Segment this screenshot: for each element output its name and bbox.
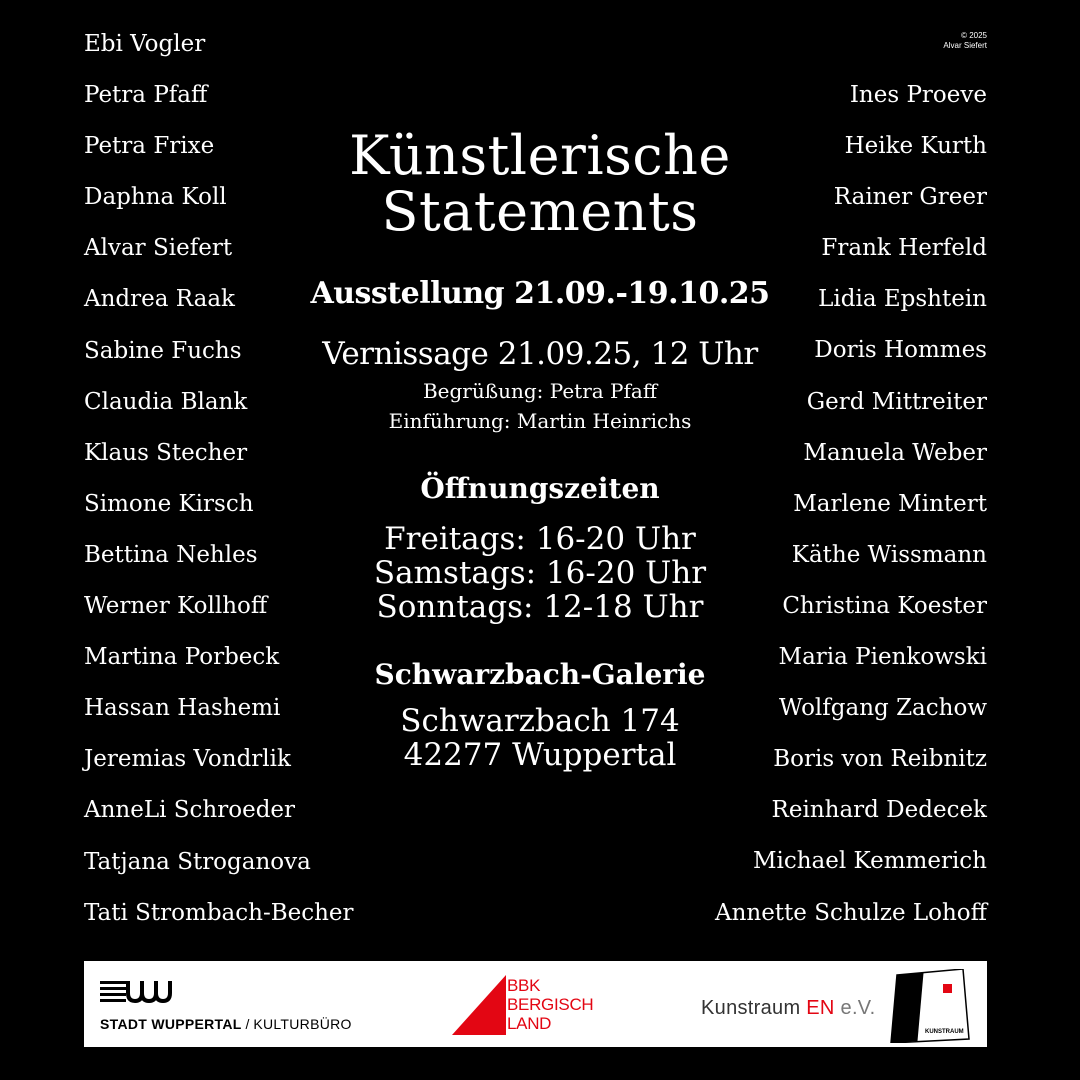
opening-hours-heading: Öffnungszeiten	[420, 472, 660, 505]
artist-name: Klaus Stecher	[84, 439, 248, 466]
gallery-street: Schwarzbach 174	[400, 703, 680, 739]
artist-name: Annette Schulze Lohoff	[714, 899, 987, 926]
artist-name: Frank Herfeld	[821, 235, 987, 262]
welcome-speaker: Begrüßung: Petra Pfaff	[422, 379, 658, 403]
sponsor-bar	[84, 961, 987, 1047]
vernissage-date: Vernissage 21.09.25, 12 Uhr	[322, 336, 758, 372]
artist-name: Maria Pienkowski	[778, 644, 987, 671]
artist-name: Tatjana Stroganova	[84, 848, 311, 875]
copyright-year: © 2025	[961, 31, 987, 40]
bbk-triangle-icon	[452, 975, 508, 1037]
stadt-wuppertal-logo	[100, 979, 360, 1039]
artist-name: Petra Pfaff	[84, 82, 208, 109]
artist-name: AnneLi Schroeder	[84, 797, 296, 824]
artist-name: Doris Hommes	[814, 337, 987, 364]
bbk-line-3: LAND	[507, 1014, 552, 1033]
event-title-line-1: Künstlerische	[349, 124, 731, 187]
opening-hours-friday: Freitags: 16-20 Uhr	[384, 521, 696, 557]
artist-name: Michael Kemmerich	[752, 848, 987, 875]
gallery-city: 42277 Wuppertal	[403, 737, 677, 773]
opening-hours-saturday: Samstags: 16-20 Uhr	[373, 555, 707, 591]
introduction-speaker: Einführung: Martin Heinrichs	[388, 409, 692, 433]
wuppertal-separator: /	[245, 1016, 250, 1032]
artist-name: Gerd Mittreiter	[806, 388, 987, 415]
event-info	[300, 120, 780, 772]
bbk-line-1: BBK	[507, 976, 541, 995]
artist-name: Heike Kurth	[844, 133, 987, 160]
exhibition-dates: Ausstellung 21.09.-19.10.25	[310, 276, 770, 311]
kunstraum-stamp-icon	[883, 969, 971, 1043]
wuppertal-label	[100, 1016, 352, 1032]
artist-name: Sabine Fuchs	[84, 337, 242, 364]
artist-name: Käthe Wissmann	[791, 541, 987, 568]
wuppertal-name: STADT WUPPERTAL	[100, 1016, 242, 1032]
artist-name: Wolfgang Zachow	[779, 695, 987, 722]
artist-name: Alvar Siefert	[84, 235, 233, 262]
artist-name: Martina Porbeck	[84, 644, 280, 671]
artist-name: Jeremias Vondrlik	[84, 746, 291, 773]
artist-name: Simone Kirsch	[84, 490, 254, 517]
bbk-bergisch-land-logo	[452, 975, 622, 1037]
artist-name: Bettina Nehles	[84, 541, 258, 568]
artist-name: Werner Kollhoff	[84, 593, 268, 620]
event-title	[300, 124, 780, 243]
copyright-notice	[943, 31, 987, 51]
artist-name: Lidia Epshtein	[818, 286, 987, 313]
gallery-name: Schwarzbach-Galerie	[374, 658, 706, 691]
kunstraum-wordmark	[701, 997, 875, 1020]
kunstraum-en: EN	[806, 997, 835, 1019]
kunstraum-ev: e.V.	[840, 997, 876, 1019]
bbk-line-2: BERGISCH	[507, 995, 594, 1014]
artist-name: Boris von Reibnitz	[773, 746, 987, 773]
kunstraum-prefix: Kunstraum	[701, 997, 801, 1019]
opening-hours-sunday: Sonntags: 12-18 Uhr	[376, 589, 704, 625]
artist-name: Manuela Weber	[803, 439, 987, 466]
copyright-author: Alvar Siefert	[943, 41, 987, 50]
artist-name: Petra Frixe	[84, 133, 215, 160]
event-title-line-2: Statements	[381, 180, 699, 243]
bbk-wordmark	[507, 976, 593, 1033]
artist-name: Ines Proeve	[849, 82, 987, 108]
wuppertal-emblem-icon	[100, 979, 172, 1003]
artist-name: Daphna Koll	[84, 184, 227, 211]
artist-name: Claudia Blank	[84, 388, 248, 415]
kunstraum-en-logo	[701, 969, 971, 1043]
artist-name: Christina Koester	[782, 592, 987, 619]
artist-name: Marlene Mintert	[793, 490, 987, 517]
kunstraum-stamp-label: KUNSTRAUM	[925, 1029, 964, 1035]
artist-name: Hassan Hashemi	[84, 695, 281, 722]
artist-name: Rainer Greer	[833, 184, 987, 211]
artist-name: Andrea Raak	[84, 286, 235, 313]
artist-name: Tati Strombach-Becher	[84, 899, 354, 926]
artist-name: Reinhard Dedecek	[771, 797, 987, 824]
wuppertal-department: KULTURBÜRO	[253, 1016, 352, 1032]
artist-name: Ebi Vogler	[84, 31, 206, 57]
